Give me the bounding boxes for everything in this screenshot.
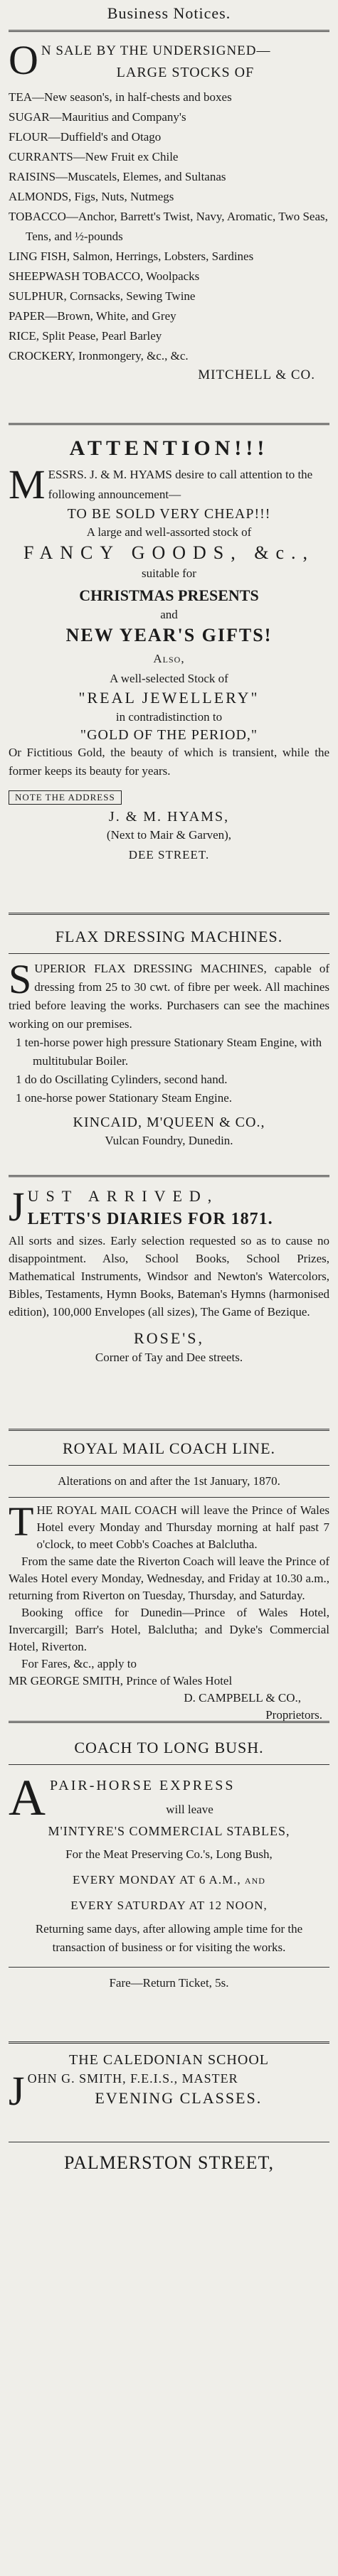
ad-subhead: LARGE STOCKS OF <box>116 65 255 80</box>
ad-text: EVERY MONDAY AT 6 A.M., and <box>73 1873 265 1887</box>
ad-body: UPERIOR FLAX DRESSING MACHINES, capable of dressing from 25 to 30 cwt. of fibre per week. All machines tried before leaving the works. Purchasers can see the machines working on our premises. <box>9 962 329 1031</box>
ad-address: Vulcan Foundry, Dunedin. <box>105 1134 233 1147</box>
drop-cap: S <box>9 956 32 1002</box>
section-header <box>9 0 329 30</box>
divider <box>9 1764 329 1765</box>
list-item: SULPHUR, Cornsacks, Sewing Twine <box>9 289 196 303</box>
ad-text: (Next to Mair & Garven), <box>106 828 232 842</box>
ad-text: suitable for <box>142 567 196 580</box>
advertiser-signature: MITCHELL & CO. <box>198 367 315 382</box>
list-item: LING FISH, Salmon, Herrings, Lobsters, Sardines <box>9 249 254 263</box>
list-item: ALMONDS, Figs, Nuts, Nutmegs <box>9 190 174 203</box>
list-item: SHEEPWASH TOBACCO, Woolpacks <box>9 269 200 283</box>
stock-list <box>9 87 329 366</box>
ad-text: Also, <box>153 652 185 665</box>
ad-roses <box>9 1177 329 1429</box>
ad-headline: COACH TO LONG BUSH. <box>74 1739 264 1756</box>
ad-contact: MR GEORGE SMITH, Prince of Wales Hotel <box>9 1674 233 1687</box>
divider <box>9 953 329 954</box>
list-item: CROCKERY, Ironmongery, &c., &c. <box>9 349 189 363</box>
divider <box>9 1967 329 1968</box>
list-item: CURRANTS—New Fruit ex Chile <box>9 150 179 163</box>
ad-body: Booking office for Dunedin—Prince of Wales Hotel, Invercargill; Barr's Hotel, Balclutha; and Dyke's Commercial Hotel, Riverton. <box>9 1606 329 1653</box>
advertiser-signature: D. CAMPBELL & CO., <box>184 1691 301 1705</box>
ad-body: For Fares, &c., apply to <box>21 1657 137 1670</box>
divider <box>9 1465 329 1466</box>
list-item: TEA—New season's, in half-chests and boxes <box>9 90 232 104</box>
ad-headline: ATTENTION!!! <box>69 436 269 460</box>
ad-subhead: NEW YEAR'S GIFTS! <box>65 625 273 645</box>
ad-headline: PALMERSTON STREET, <box>64 2152 274 2173</box>
ad-body: HE ROYAL MAIL COACH will leave the Prince of Wales Hotel every Monday and Thursday morning at half past 7 o'clock, to meet Cobb's Coaches at Balclutha. <box>36 1503 329 1551</box>
ad-subhead: CHRISTMAS PRESENTS <box>79 586 259 604</box>
ad-text: A well-selected Stock of <box>110 672 228 685</box>
ad-body: Or Fictitious Gold, the beauty of which is transient, while the former keeps its beauty for years. <box>9 746 329 778</box>
list-item: PAPER—Brown, White, and Grey <box>9 309 176 323</box>
ad-text: Proprietors. <box>265 1708 322 1722</box>
ad-mitchell <box>9 32 329 423</box>
ad-text: Fare—Return Ticket, 5s. <box>109 1976 229 1990</box>
drop-cap: T <box>9 1498 34 1545</box>
ad-coach-line <box>9 1431 329 1721</box>
ad-text: will leave <box>166 1803 213 1816</box>
advertiser-name: KINCAID, M'QUEEN & CO., <box>73 1115 265 1130</box>
drop-cap: J <box>9 2068 25 2114</box>
ad-subhead: PAIR-HORSE EXPRESS <box>50 1778 236 1793</box>
ad-text: and <box>160 608 178 621</box>
list-item: TOBACCO—Anchor, Barrett's Twist, Navy, Aromatic, Two Seas, Tens, and ½-pounds <box>9 210 328 243</box>
ad-subhead: FANCY GOODS, &c., <box>23 542 315 563</box>
ad-body: All sorts and sizes. Early selection requested so as to cause no disappointment. Also, School Books, School Prizes, Mathematical Instruments, Windsor and Newton's Watercolors, Bibles, Testaments, Hymn Books, Bateman's Hymns (harmonised edition), 100,000 Envelopes (all sizes), The Game of Bezique. <box>9 1234 329 1319</box>
advertiser-name: ROSE'S, <box>134 1329 204 1347</box>
ad-headline: ROYAL MAIL COACH LINE. <box>62 1439 276 1457</box>
ad-headline: THE CALEDONIAN SCHOOL <box>69 2052 269 2068</box>
list-item: 1 ten-horse power high pressure Stationary Steam Engine, with multitubular Boiler. <box>16 1036 322 1068</box>
ad-text: in contradistinction to <box>115 710 223 724</box>
list-item: RAISINS—Muscatels, Elemes, and Sultanas <box>9 170 226 183</box>
drop-cap: J <box>9 1184 25 1230</box>
machine-list <box>9 1034 329 1107</box>
list-item: SUGAR—Mauritius and Company's <box>9 110 186 124</box>
ad-hyams <box>9 425 329 913</box>
list-item: 1 do do Oscillating Cylinders, second hand. <box>16 1073 228 1086</box>
ad-intro: ESSRS. J. & M. HYAMS desire to call attention to the following announcement— <box>48 468 313 501</box>
ad-headline: UST ARRIVED, <box>27 1187 219 1205</box>
list-item: RICE, Split Pease, Pearl Barley <box>9 329 162 343</box>
list-item: FLOUR—Duffield's and Otago <box>9 130 162 144</box>
list-item: 1 one-horse power Stationary Steam Engine. <box>16 1091 233 1105</box>
ad-long-bush <box>9 1723 329 2041</box>
drop-cap: A <box>9 1769 46 1826</box>
divider <box>9 1497 329 1498</box>
note-address-box: NOTE THE ADDRESS <box>9 790 122 805</box>
drop-cap: O <box>9 37 38 83</box>
ad-intro: N SALE BY THE UNDERSIGNED— <box>41 43 271 58</box>
ad-subhead: "REAL JEWELLERY" <box>78 689 260 707</box>
ad-body: From the same date the Riverton Coach will leave the Prince of Wales Hotel every Monday, Wednesday, and Friday at 10.30 a.m., returning from Riverton on Tuesday, Thursday, and Saturday. <box>9 1555 329 1602</box>
ad-flax <box>9 915 329 1175</box>
ad-text: Alterations on and after the 1st January, 1870. <box>58 1474 280 1488</box>
ad-subhead: TO BE SOLD VERY CHEAP!!! <box>67 506 271 522</box>
ad-address: Corner of Tay and Dee streets. <box>95 1351 243 1364</box>
ad-text: EVERY SATURDAY AT 12 NOON, <box>70 1899 268 1912</box>
ad-text: A large and well-assorted stock of <box>86 525 252 539</box>
drop-cap: M <box>9 461 46 508</box>
advertiser-name: J. & M. HYAMS, <box>108 809 230 825</box>
ad-subhead: LETTS'S DIARIES FOR 1871. <box>27 1210 273 1228</box>
ad-body: Returning same days, after allowing ample time for the transaction of business or for visiting the works. <box>35 1922 303 1954</box>
ad-subhead: OHN G. SMITH, F.E.I.S., MASTER <box>27 2071 238 2086</box>
ad-subhead: "GOLD OF THE PERIOD," <box>80 727 258 743</box>
ad-caledonian-school <box>9 2044 329 2142</box>
ad-subhead: M'INTYRE'S COMMERCIAL STABLES, <box>48 1824 290 1838</box>
ad-address: DEE STREET. <box>128 848 210 862</box>
ad-subhead: EVENING CLASSES. <box>95 2089 263 2107</box>
ad-headline: FLAX DRESSING MACHINES. <box>55 928 283 945</box>
business-notices-title: Business Notices. <box>107 4 231 22</box>
ad-text: For the Meat Preserving Co.'s, Long Bush, <box>65 1847 273 1861</box>
